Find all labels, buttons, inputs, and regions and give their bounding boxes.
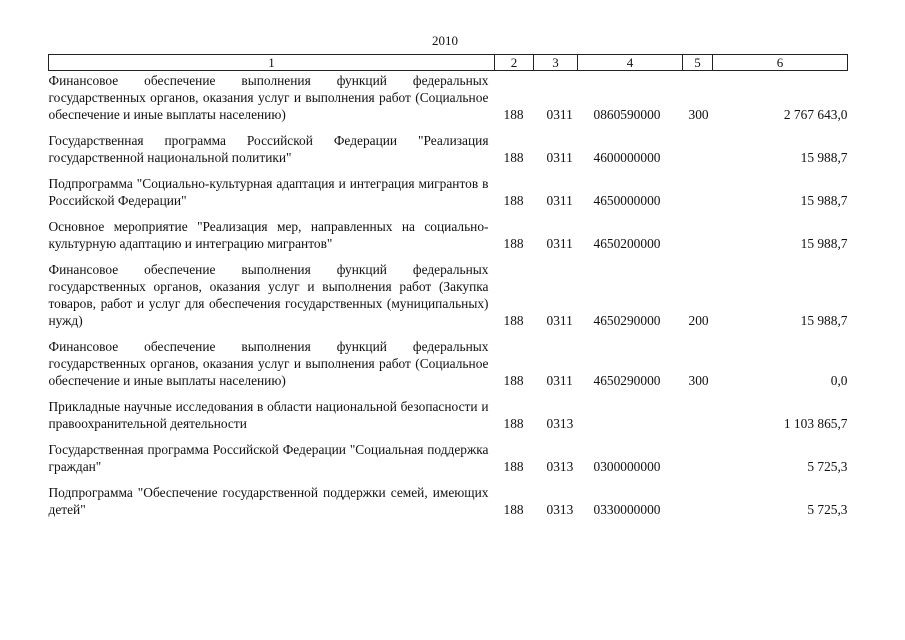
row-name: Финансовое обеспечение выполнения функций федеральных государственных органов, оказания услуг и выполнения работ (Социальное обеспечение и иные выплаты населению) [48, 339, 489, 388]
header-col-6: 6 [713, 55, 848, 71]
row-target-code: 4650290000 [593, 373, 661, 388]
row-ministry-code: 188 [503, 502, 524, 517]
row-amount: 5 725,3 [807, 459, 848, 474]
table-row [49, 252, 848, 329]
row-section-code: 0311 [546, 313, 573, 328]
table-row [49, 329, 848, 389]
row-target-code: 4600000000 [593, 150, 661, 165]
header-col-4: 4 [578, 55, 683, 71]
row-name: Финансовое обеспечение выполнения функций федеральных государственных органов, оказания услуг и выполнения работ (Социальное обеспечение и иные выплаты населению) [48, 73, 489, 122]
row-expense-type: 300 [688, 373, 709, 388]
row-ministry-code: 188 [503, 107, 524, 122]
row-ministry-code: 188 [503, 313, 524, 328]
row-amount: 15 988,7 [800, 193, 848, 208]
row-expense-type [683, 209, 713, 252]
row-ministry-code: 188 [503, 373, 524, 388]
row-expense-type: 200 [688, 313, 709, 328]
row-name: Прикладные научные исследования в области национальной безопасности и правоохранительной деятельности [48, 399, 489, 431]
row-name: Основное мероприятие "Реализация мер, направленных на социально-культурную адаптацию и интеграцию мигрантов" [48, 219, 489, 251]
table-row [49, 71, 848, 124]
row-amount: 15 988,7 [800, 236, 848, 251]
row-section-code: 0311 [546, 193, 573, 208]
row-name: Государственная программа Российской Федерации "Реализация государственной национальной политики" [48, 133, 489, 165]
header-col-1: 1 [49, 55, 495, 71]
row-target-code: 4650290000 [593, 313, 661, 328]
row-section-code: 0311 [546, 236, 573, 251]
header-row [49, 55, 848, 71]
row-section-code: 0311 [546, 373, 573, 388]
row-ministry-code: 188 [503, 416, 524, 431]
header-col-5: 5 [683, 55, 713, 71]
page-number: 2010 [432, 33, 458, 48]
row-expense-type [683, 432, 713, 475]
row-ministry-code: 188 [503, 193, 524, 208]
row-name: Финансовое обеспечение выполнения функций федеральных государственных органов, оказания услуг и выполнения работ (Закупка товаров, работ и услуг для обеспечения государственных (муниципальных) нужд) [48, 262, 489, 328]
row-target-code: 4650200000 [593, 236, 661, 251]
row-expense-type [683, 123, 713, 166]
row-target-code: 0330000000 [593, 502, 661, 517]
row-section-code: 0311 [546, 107, 573, 122]
row-expense-type: 300 [688, 107, 709, 122]
row-section-code: 0313 [546, 416, 574, 431]
row-expense-type [683, 475, 713, 518]
table-row [49, 389, 848, 432]
row-section-code: 0311 [546, 150, 573, 165]
row-section-code: 0313 [546, 459, 574, 474]
table-row [49, 209, 848, 252]
row-target-code: 0300000000 [593, 459, 661, 474]
row-section-code: 0313 [546, 502, 574, 517]
row-target-code [578, 389, 683, 432]
table-row [49, 166, 848, 209]
row-amount: 15 988,7 [800, 313, 848, 328]
row-amount: 15 988,7 [800, 150, 848, 165]
row-amount: 5 725,3 [807, 502, 848, 517]
budget-table [48, 54, 848, 518]
row-target-code: 4650000000 [593, 193, 661, 208]
row-amount: 2 767 643,0 [783, 107, 848, 122]
row-amount: 0,0 [830, 373, 848, 388]
row-name: Государственная программа Российской Федерации "Социальная поддержка граждан" [48, 442, 489, 474]
table-row [49, 432, 848, 475]
header-col-2: 2 [495, 55, 534, 71]
row-expense-type [683, 166, 713, 209]
header-col-3: 3 [534, 55, 578, 71]
table-row [49, 123, 848, 166]
row-target-code: 0860590000 [593, 107, 661, 122]
table-row [49, 475, 848, 518]
row-amount: 1 103 865,7 [783, 416, 848, 431]
row-expense-type [683, 389, 713, 432]
row-name: Подпрограмма "Обеспечение государственной поддержки семей, имеющих детей" [48, 485, 489, 517]
row-ministry-code: 188 [503, 459, 524, 474]
row-name: Подпрограмма "Социально-культурная адаптация и интеграция мигрантов в Российской Федерации" [48, 176, 489, 208]
row-ministry-code: 188 [503, 150, 524, 165]
row-ministry-code: 188 [503, 236, 524, 251]
